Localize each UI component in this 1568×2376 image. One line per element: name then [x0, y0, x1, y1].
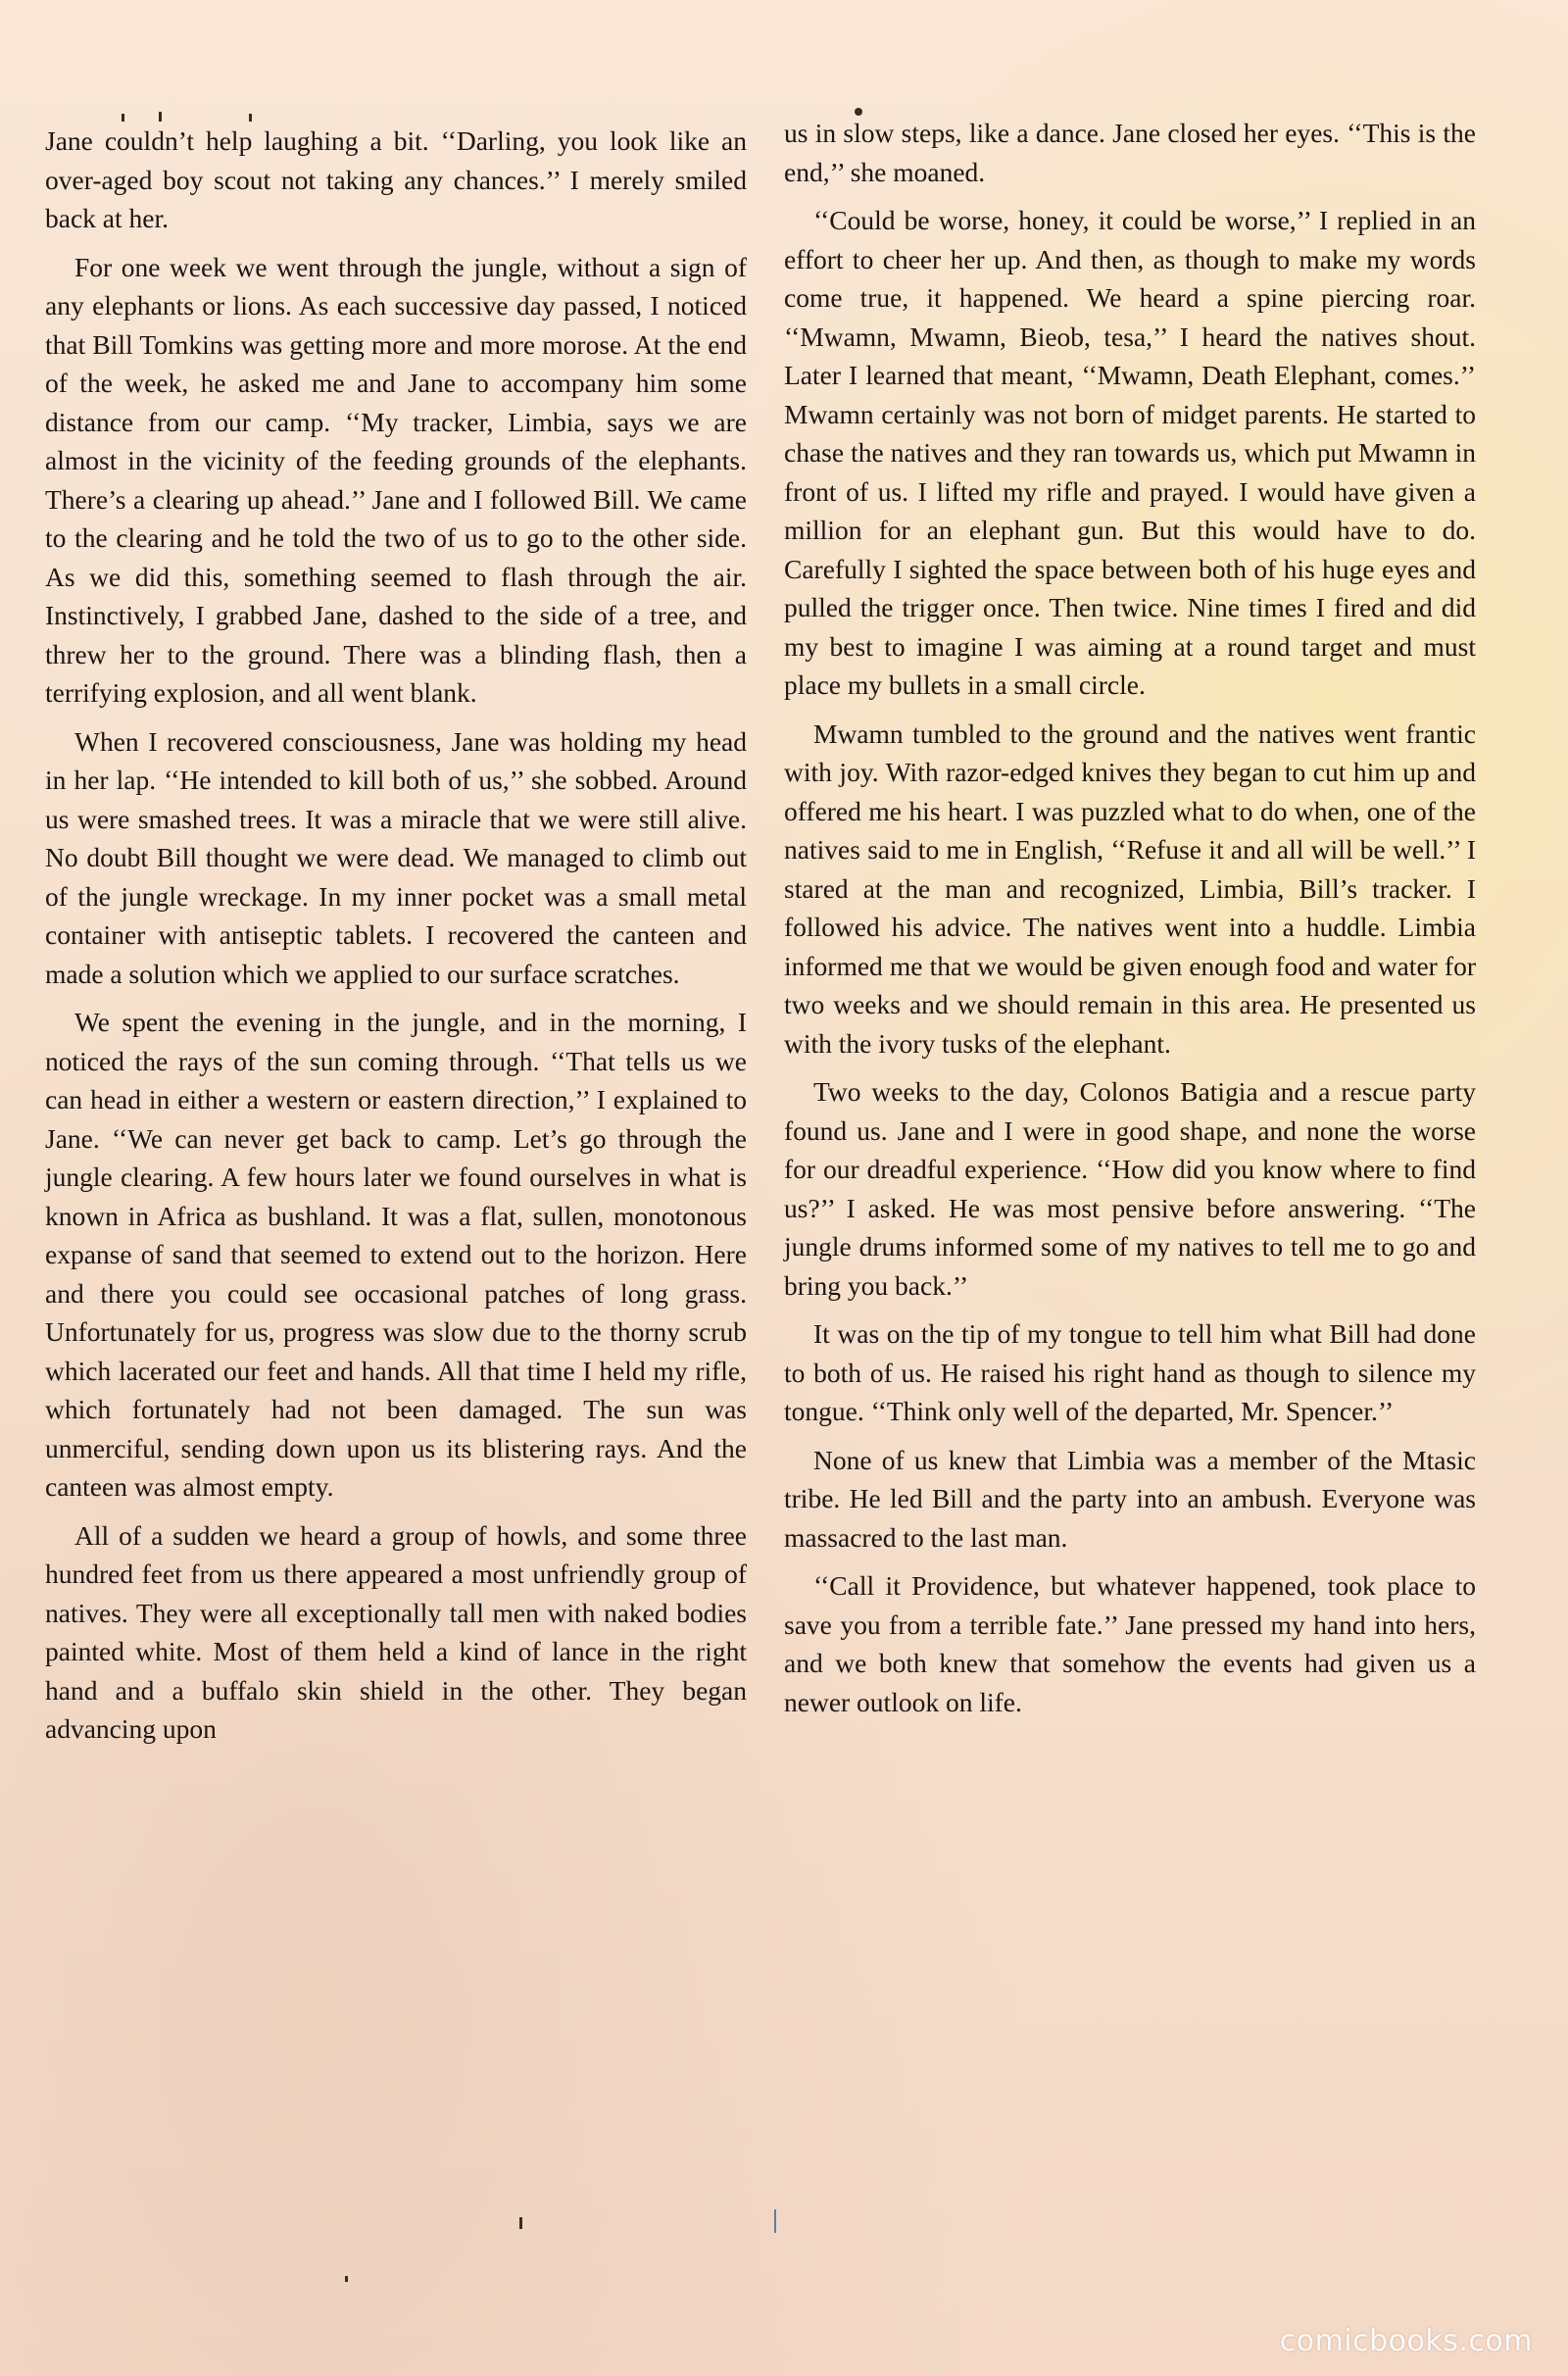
paragraph: None of us knew that Limbia was a member of the Mtasic tribe. He led Bill and the party into an ambush. Everyone was massacred to the last man.	[784, 1444, 1476, 1553]
left-text-column	[45, 122, 747, 1749]
paragraph: Mwamn tumbled to the ground and the natives went frantic with joy. With razor-edged knives they began to cut him up and offered me his heart. I was puzzled what to do when, one of the natives said to me in English, ‘‘Refuse it and all will be well.’’ I stared at the man and recognized, Limbia, Bill’s tracker. I followed his advice. The natives went into a huddle. Limbia informed me that we would be given enough food and water for two weeks and we should remain in this area. He presented us with the ivory tusks of the elephant.	[784, 718, 1476, 1059]
paragraph: Two weeks to the day, Colonos Batigia and a rescue party found us. Jane and I were in good shape, and none the worse for our dreadful experience. ‘‘How did you know where to find us?’’ I asked. He was most pensive before answering. ‘‘The jungle drums informed some of my natives to tell me to go and bring you back.’’	[784, 1076, 1476, 1301]
print-speck	[345, 2276, 348, 2282]
paragraph: For one week we went through the jungle, without a sign of any elephants or lions. As each successive day passed, I noticed that Bill Tomkins was getting more and more morose. At the end of the week, he asked me and Jane to accompany him some distance from our camp. ‘‘My tracker, Limbia, says we are almost in the vicinity of the feeding grounds of the elephants. There’s a clearing up ahead.’’ Jane and I followed Bill. We came to the clearing and he told the two of us to go to the other side. As we did this, something seemed to flash through the air. Instinctively, I grabbed Jane, dashed to the side of a tree, and threw her to the ground. There was a blinding flash, then a terrifying explosion, and all went blank.	[45, 251, 747, 708]
paragraph: ‘‘Call it Providence, but whatever happened, took place to save you from a terrible fate.’’ Jane pressed my hand into hers, and we both knew that somehow the events had given us a newer outlook on life.	[784, 1570, 1476, 1717]
paragraph: We spent the evening in the jungle, and in the morning, I noticed the rays of the sun coming through. ‘‘That tells us we can head in either a western or eastern direction,’’ I explained to Jane. ‘‘We can never get back to camp. Let’s go through the jungle clearing. A few hours later we found ourselves in what is known in Africa as bushland. It was a flat, sullen, monotonous expanse of sand that seemed to extend out to the horizon. Here and there you could see occasional patches of long grass. Unfortunately for us, progress was slow due to the thorny scrub which lacerated our feet and hands. All that time I held my rifle, which fortunately had not been damaged. The sun was unmerciful, sending down upon us its blistering rays. And the canteen was almost empty.	[45, 1007, 747, 1502]
paragraph: All of a sudden we heard a group of howls, and some three hundred feet from us there appeared a most unfriendly group of natives. They were all exceptionally tall men with naked bodies painted white. Most of them held a kind of lance in the right hand and a buffalo skin shield in the other. They began advancing upon	[45, 1519, 747, 1744]
paragraph: Jane couldn’t help laughing a bit. ‘‘Darling, you look like an over-aged boy scout not taking any chances.’’ I merely smiled back at her.	[45, 125, 747, 233]
paragraph: When I recovered consciousness, Jane was holding my head in her lap. ‘‘He intended to kill both of us,’’ she sobbed. Around us were smashed trees. It was a miracle that we were still alive. No doubt Bill thought we were dead. We managed to climb out of the jungle wreckage. In my inner pocket was a small metal container with antiseptic tablets. I recovered the canteen and made a solution which we applied to our surface scratches.	[45, 725, 747, 989]
print-speck	[249, 114, 252, 122]
right-text-column	[784, 114, 1476, 1721]
print-speck	[122, 114, 124, 122]
print-speck	[519, 2217, 522, 2229]
paragraph: ‘‘Could be worse, honey, it could be worse,’’ I replied in an effort to cheer her up. And then, as though to make my words come true, it happened. We heard a spine piercing roar. ‘‘Mwamn, Mwamn, Bieob, tesa,’’ I heard the natives shout. Later I learned that meant, ‘‘Mwamn, Death Elephant, comes.’’ Mwamn certainly was not born of midget parents. He started to chase the natives and they ran towards us, which put Mwamn in front of us. I lifted my rifle and prayed. I would have given a million for an elephant gun. But this would have to do. Carefully I sighted the space between both of his huge eyes and pulled the trigger once. Then twice. Nine times I fired and did my best to imagine I was aiming at a round target and must place my bullets in a small circle.	[784, 205, 1476, 700]
site-watermark: comicbooks.com	[1279, 2324, 1533, 2358]
print-speck	[159, 112, 162, 122]
paragraph: It was on the tip of my tongue to tell him what Bill had done to both of us. He raised his right hand as though to silence my tongue. ‘‘Think only well of the departed, Mr. Spencer.’’	[784, 1318, 1476, 1426]
paragraph: us in slow steps, like a dance. Jane closed her eyes. ‘‘This is the end,’’ she moaned.	[784, 118, 1476, 187]
print-speck	[774, 2209, 776, 2233]
